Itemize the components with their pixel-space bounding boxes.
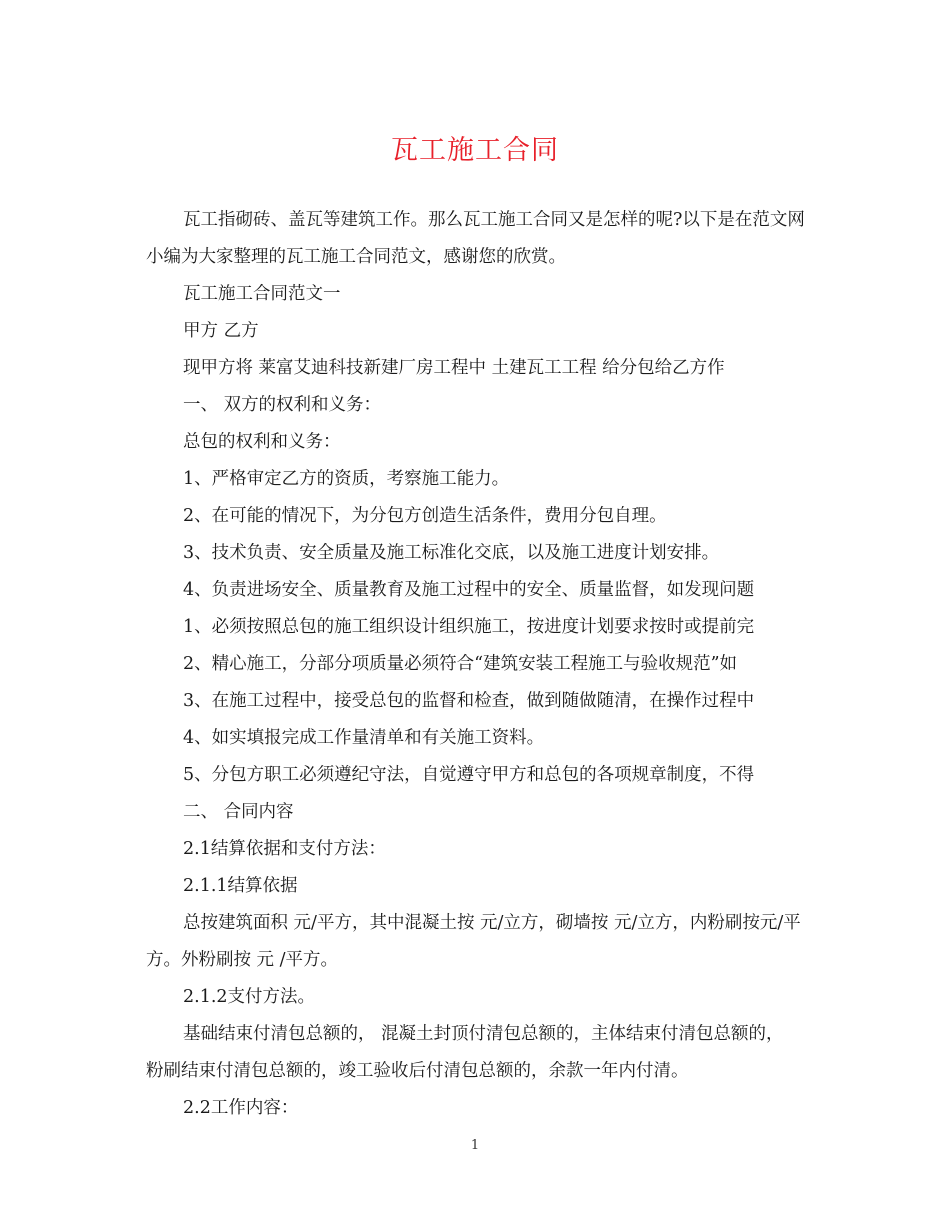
list-item: 2、在可能的情况下，为分包方创造生活条件，费用分包自理。	[183, 506, 667, 526]
paragraph: 现甲方将 莱富艾迪科技新建厂房工程中 土建瓦工工程 给分包给乙方作	[183, 358, 725, 378]
subsection-heading: 2.1结算依据和支付方法：	[183, 839, 386, 859]
subsection-heading: 2.1.2支付方法。	[183, 987, 316, 1007]
list-item: 5、分包方职工必须遵纪守法，自觉遵守甲方和总包的各项规章制度，不得	[183, 765, 755, 785]
document-body	[146, 202, 806, 1127]
list-item: 1、必须按照总包的施工组织设计组织施工，按进度计划要求按时或提前完	[183, 617, 755, 637]
list-item: 2、精心施工，分部分项质量必须符合“建筑安装工程施工与验收规范”如	[183, 654, 738, 674]
list-item: 3、技术负责、安全质量及施工标准化交底，以及施工进度计划安排。	[183, 543, 720, 563]
subsection-heading: 总包的权利和义务：	[183, 432, 341, 452]
parties-line: 甲方 乙方	[183, 321, 259, 341]
list-item: 1、严格审定乙方的资质，考察施工能力。	[183, 469, 510, 489]
subsection-heading: 2.2工作内容：	[183, 1098, 299, 1118]
paragraph: 总按建筑面积 元/平方，其中混凝土按 元/立方，砌墙按 元/立方，内粉刷按元/平方。外粉刷按 元 /平方。	[146, 913, 801, 970]
paragraph: 基础结束付清包总额的， 混凝土封顶付清包总额的，主体结束付清包总额的， 粉刷结束付清包总额的，竣工验收后付清包总额的，余款一年内付清。	[146, 1024, 784, 1081]
list-item: 4、如实填报完成工作量清单和有关施工资料。	[183, 728, 545, 748]
section-heading: 二、 合同内容	[183, 802, 294, 822]
page-number: 1	[470, 1138, 480, 1153]
section-heading: 瓦工施工合同范文一	[183, 284, 341, 304]
list-item: 4、负责进场安全、质量教育及施工过程中的安全、质量监督，如发现问题	[183, 580, 755, 600]
intro-paragraph: 瓦工指砌砖、盖瓦等建筑工作。那么瓦工施工合同又是怎样的呢?以下是在范文网小编为大家整理的瓦工施工合同范文，感谢您的欣赏。	[146, 210, 805, 267]
list-item: 3、在施工过程中，接受总包的监督和检查，做到随做随清，在操作过程中	[183, 691, 755, 711]
document-title: 瓦工施工合同	[391, 135, 559, 166]
section-heading: 一、 双方的权利和义务：	[183, 395, 382, 415]
subsection-heading: 2.1.1结算依据	[183, 876, 298, 896]
